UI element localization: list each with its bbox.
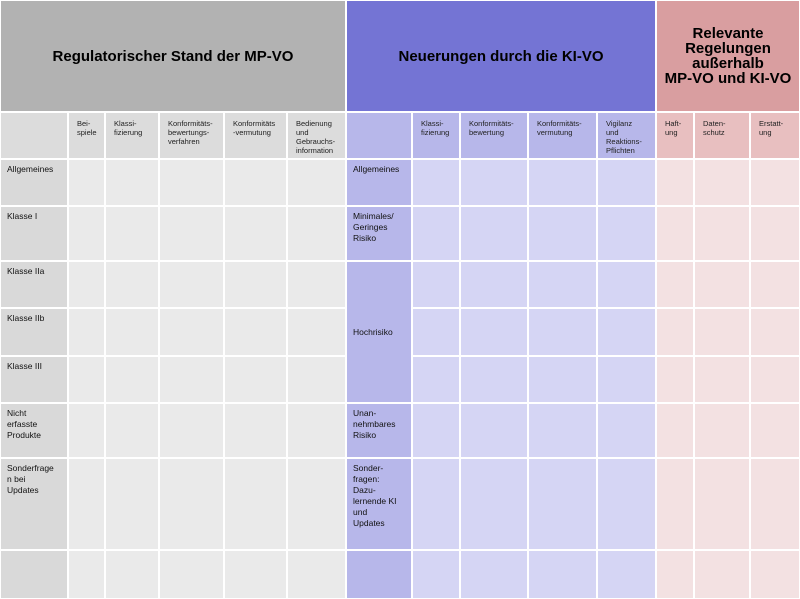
other-column-header: Erstatt- ung (750, 112, 800, 159)
kivo-data-cell (528, 159, 597, 206)
other-data-cell (750, 261, 800, 308)
kivo-data-cell (528, 356, 597, 403)
other-data-cell (656, 159, 694, 206)
kivo-data-cell (460, 356, 528, 403)
other-data-cell (694, 550, 750, 599)
mpvo-data-cell (224, 159, 287, 206)
mpvo-data-cell (105, 206, 159, 261)
header-other-regulations: Relevante Regelungen außerhalb MP-VO und KI-VO (656, 0, 800, 112)
header-mpvo: Regulatorischer Stand der MP-VO (0, 0, 346, 112)
mpvo-data-cell (68, 261, 105, 308)
kivo-data-cell (460, 550, 528, 599)
mpvo-data-cell (287, 356, 346, 403)
kivo-data-cell (597, 458, 656, 550)
mpvo-data-cell (105, 403, 159, 458)
kivo-data-cell (528, 308, 597, 356)
mpvo-data-cell (287, 206, 346, 261)
mpvo-data-cell (224, 403, 287, 458)
other-data-cell (656, 308, 694, 356)
mpvo-data-cell (68, 458, 105, 550)
mpvo-data-cell (105, 458, 159, 550)
mpvo-data-cell (159, 403, 224, 458)
mpvo-row-label: Sonderfrage n bei Updates (0, 458, 68, 550)
other-data-cell (750, 550, 800, 599)
mpvo-data-cell (224, 550, 287, 599)
mpvo-data-cell (159, 308, 224, 356)
mpvo-data-cell (287, 308, 346, 356)
mpvo-column-header: Konformitäts- bewertungs- verfahren (159, 112, 224, 159)
kivo-data-cell (528, 403, 597, 458)
other-data-cell (750, 356, 800, 403)
kivo-data-cell (460, 458, 528, 550)
mpvo-row-label: Allgemeines (0, 159, 68, 206)
kivo-row-label: Sonder- fragen: Dazu- lernende KI und Updates (346, 458, 412, 550)
kivo-row-label: Hochrisiko (346, 261, 412, 403)
kivo-data-cell (412, 550, 460, 599)
mpvo-data-cell (224, 261, 287, 308)
kivo-data-cell (412, 261, 460, 308)
mpvo-data-cell (159, 261, 224, 308)
mpvo-data-cell (105, 159, 159, 206)
mpvo-data-cell (68, 206, 105, 261)
kivo-data-cell (528, 261, 597, 308)
mpvo-row-label (0, 550, 68, 599)
mpvo-data-cell (287, 550, 346, 599)
mpvo-data-cell (68, 159, 105, 206)
mpvo-data-cell (105, 261, 159, 308)
kivo-data-cell (597, 206, 656, 261)
mpvo-column-header: Konformitäts -vermutung (224, 112, 287, 159)
kivo-data-cell (460, 206, 528, 261)
other-column-header: Daten- schutz (694, 112, 750, 159)
kivo-data-cell (597, 403, 656, 458)
other-data-cell (656, 403, 694, 458)
other-data-cell (656, 261, 694, 308)
kivo-data-cell (412, 356, 460, 403)
mpvo-data-cell (68, 308, 105, 356)
kivo-data-cell (597, 261, 656, 308)
mpvo-data-cell (68, 356, 105, 403)
mpvo-data-cell (159, 550, 224, 599)
mpvo-row-label: Klasse IIa (0, 261, 68, 308)
mpvo-data-cell (287, 261, 346, 308)
kivo-data-cell (528, 458, 597, 550)
other-data-cell (694, 159, 750, 206)
mpvo-data-cell (105, 356, 159, 403)
kivo-data-cell (528, 206, 597, 261)
mpvo-data-cell (287, 458, 346, 550)
mpvo-data-cell (105, 550, 159, 599)
kivo-data-cell (597, 159, 656, 206)
mpvo-data-cell (159, 458, 224, 550)
kivo-data-cell (460, 159, 528, 206)
other-data-cell (656, 550, 694, 599)
other-data-cell (656, 458, 694, 550)
other-data-cell (694, 308, 750, 356)
mpvo-column-header: Klassi- fizierung (105, 112, 159, 159)
mpvo-data-cell (105, 308, 159, 356)
kivo-column-header: Konformitäts- vermutung (528, 112, 597, 159)
other-data-cell (694, 403, 750, 458)
other-data-cell (694, 458, 750, 550)
kivo-data-cell (528, 550, 597, 599)
mpvo-data-cell (159, 159, 224, 206)
mpvo-data-cell (224, 458, 287, 550)
kivo-data-cell (460, 308, 528, 356)
mpvo-row-label: Nicht erfasste Produkte (0, 403, 68, 458)
mpvo-row-label: Klasse I (0, 206, 68, 261)
mpvo-corner-cell (0, 112, 68, 159)
kivo-data-cell (412, 206, 460, 261)
mpvo-column-header: Bedienung und Gebrauchs- information (287, 112, 346, 159)
mpvo-data-cell (68, 403, 105, 458)
other-data-cell (750, 458, 800, 550)
mpvo-data-cell (224, 308, 287, 356)
mpvo-data-cell (287, 159, 346, 206)
kivo-row-label: Minimales/ Geringes Risiko (346, 206, 412, 261)
other-data-cell (656, 206, 694, 261)
mpvo-data-cell (159, 356, 224, 403)
mpvo-data-cell (68, 550, 105, 599)
kivo-data-cell (597, 550, 656, 599)
other-data-cell (694, 261, 750, 308)
kivo-column-header: Vigilanz und Reaktions- Pflichten (597, 112, 656, 159)
kivo-row-label (346, 550, 412, 599)
kivo-row-label: Unan- nehmbares Risiko (346, 403, 412, 458)
kivo-data-cell (412, 308, 460, 356)
kivo-data-cell (460, 261, 528, 308)
mpvo-data-cell (224, 356, 287, 403)
other-data-cell (750, 159, 800, 206)
other-data-cell (694, 356, 750, 403)
kivo-data-cell (460, 403, 528, 458)
mpvo-column-header: Bei- spiele (68, 112, 105, 159)
other-data-cell (750, 308, 800, 356)
other-data-cell (656, 356, 694, 403)
kivo-data-cell (412, 403, 460, 458)
kivo-corner-cell (346, 112, 412, 159)
header-kivo: Neuerungen durch die KI-VO (346, 0, 656, 112)
mpvo-row-label: Klasse IIb (0, 308, 68, 356)
kivo-data-cell (597, 356, 656, 403)
other-data-cell (750, 403, 800, 458)
kivo-data-cell (412, 458, 460, 550)
kivo-data-cell (412, 159, 460, 206)
mpvo-data-cell (159, 206, 224, 261)
kivo-column-header: Klassi- fizierung (412, 112, 460, 159)
kivo-row-label: Allgemeines (346, 159, 412, 206)
mpvo-row-label: Klasse III (0, 356, 68, 403)
other-data-cell (750, 206, 800, 261)
other-column-header: Haft- ung (656, 112, 694, 159)
mpvo-data-cell (224, 206, 287, 261)
other-data-cell (694, 206, 750, 261)
mpvo-data-cell (287, 403, 346, 458)
kivo-data-cell (597, 308, 656, 356)
kivo-column-header: Konformitäts- bewertung (460, 112, 528, 159)
